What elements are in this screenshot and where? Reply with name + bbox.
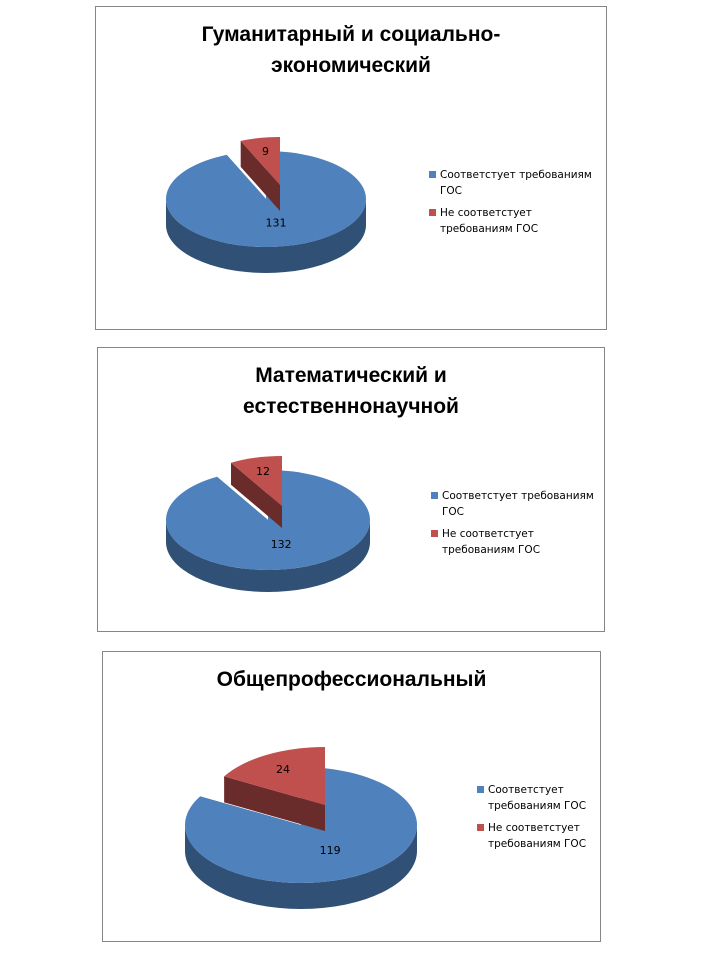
chart-legend: [429, 167, 599, 243]
legend-item-compliant: [429, 167, 599, 199]
legend-swatch-non-compliant: [477, 824, 484, 831]
legend-swatch-compliant: [429, 171, 436, 178]
chart-frame-general-professional: [102, 651, 601, 942]
legend-swatch-compliant: [477, 786, 484, 793]
data-label: 132: [270, 538, 292, 552]
legend-label: Не соответстует требованиям ГОС: [488, 822, 587, 850]
legend-swatch-non-compliant: [431, 530, 438, 537]
data-label: 9: [262, 145, 270, 159]
data-label: 12: [255, 465, 270, 479]
chart-title: Гуманитарный и социально- экономический: [201, 23, 501, 77]
chart-title: Математический и естественнонаучной: [243, 364, 459, 418]
legend-item-non-compliant: [477, 820, 597, 852]
legend-label: Соответстует требованиям ГОС: [442, 490, 594, 518]
legend-item-compliant: [477, 782, 597, 814]
chart-frame-mathematical: [97, 347, 605, 632]
data-label: 119: [319, 844, 341, 858]
legend-item-compliant: [431, 488, 601, 520]
legend-item-non-compliant: [431, 526, 601, 558]
data-label: 131: [265, 216, 287, 230]
legend-item-non-compliant: [429, 205, 599, 237]
chart-legend: [431, 488, 601, 564]
pie-chart: [156, 117, 376, 287]
legend-label: Соответстует требованиям ГОС: [488, 784, 587, 812]
chart-legend: [477, 782, 597, 858]
legend-swatch-compliant: [431, 492, 438, 499]
pie-chart: [158, 458, 378, 598]
pie-chart: [177, 727, 437, 907]
legend-swatch-non-compliant: [429, 209, 436, 216]
legend-label: Не соответстует требованиям ГОС: [442, 528, 541, 556]
legend-label: Не соответстует требованиям ГОС: [440, 207, 539, 235]
chart-title: Общепрофессиональный: [216, 668, 487, 691]
legend-label: Соответстует требованиям ГОС: [440, 169, 592, 197]
data-label: 24: [275, 762, 290, 776]
chart-frame-humanitarian: [95, 6, 607, 330]
